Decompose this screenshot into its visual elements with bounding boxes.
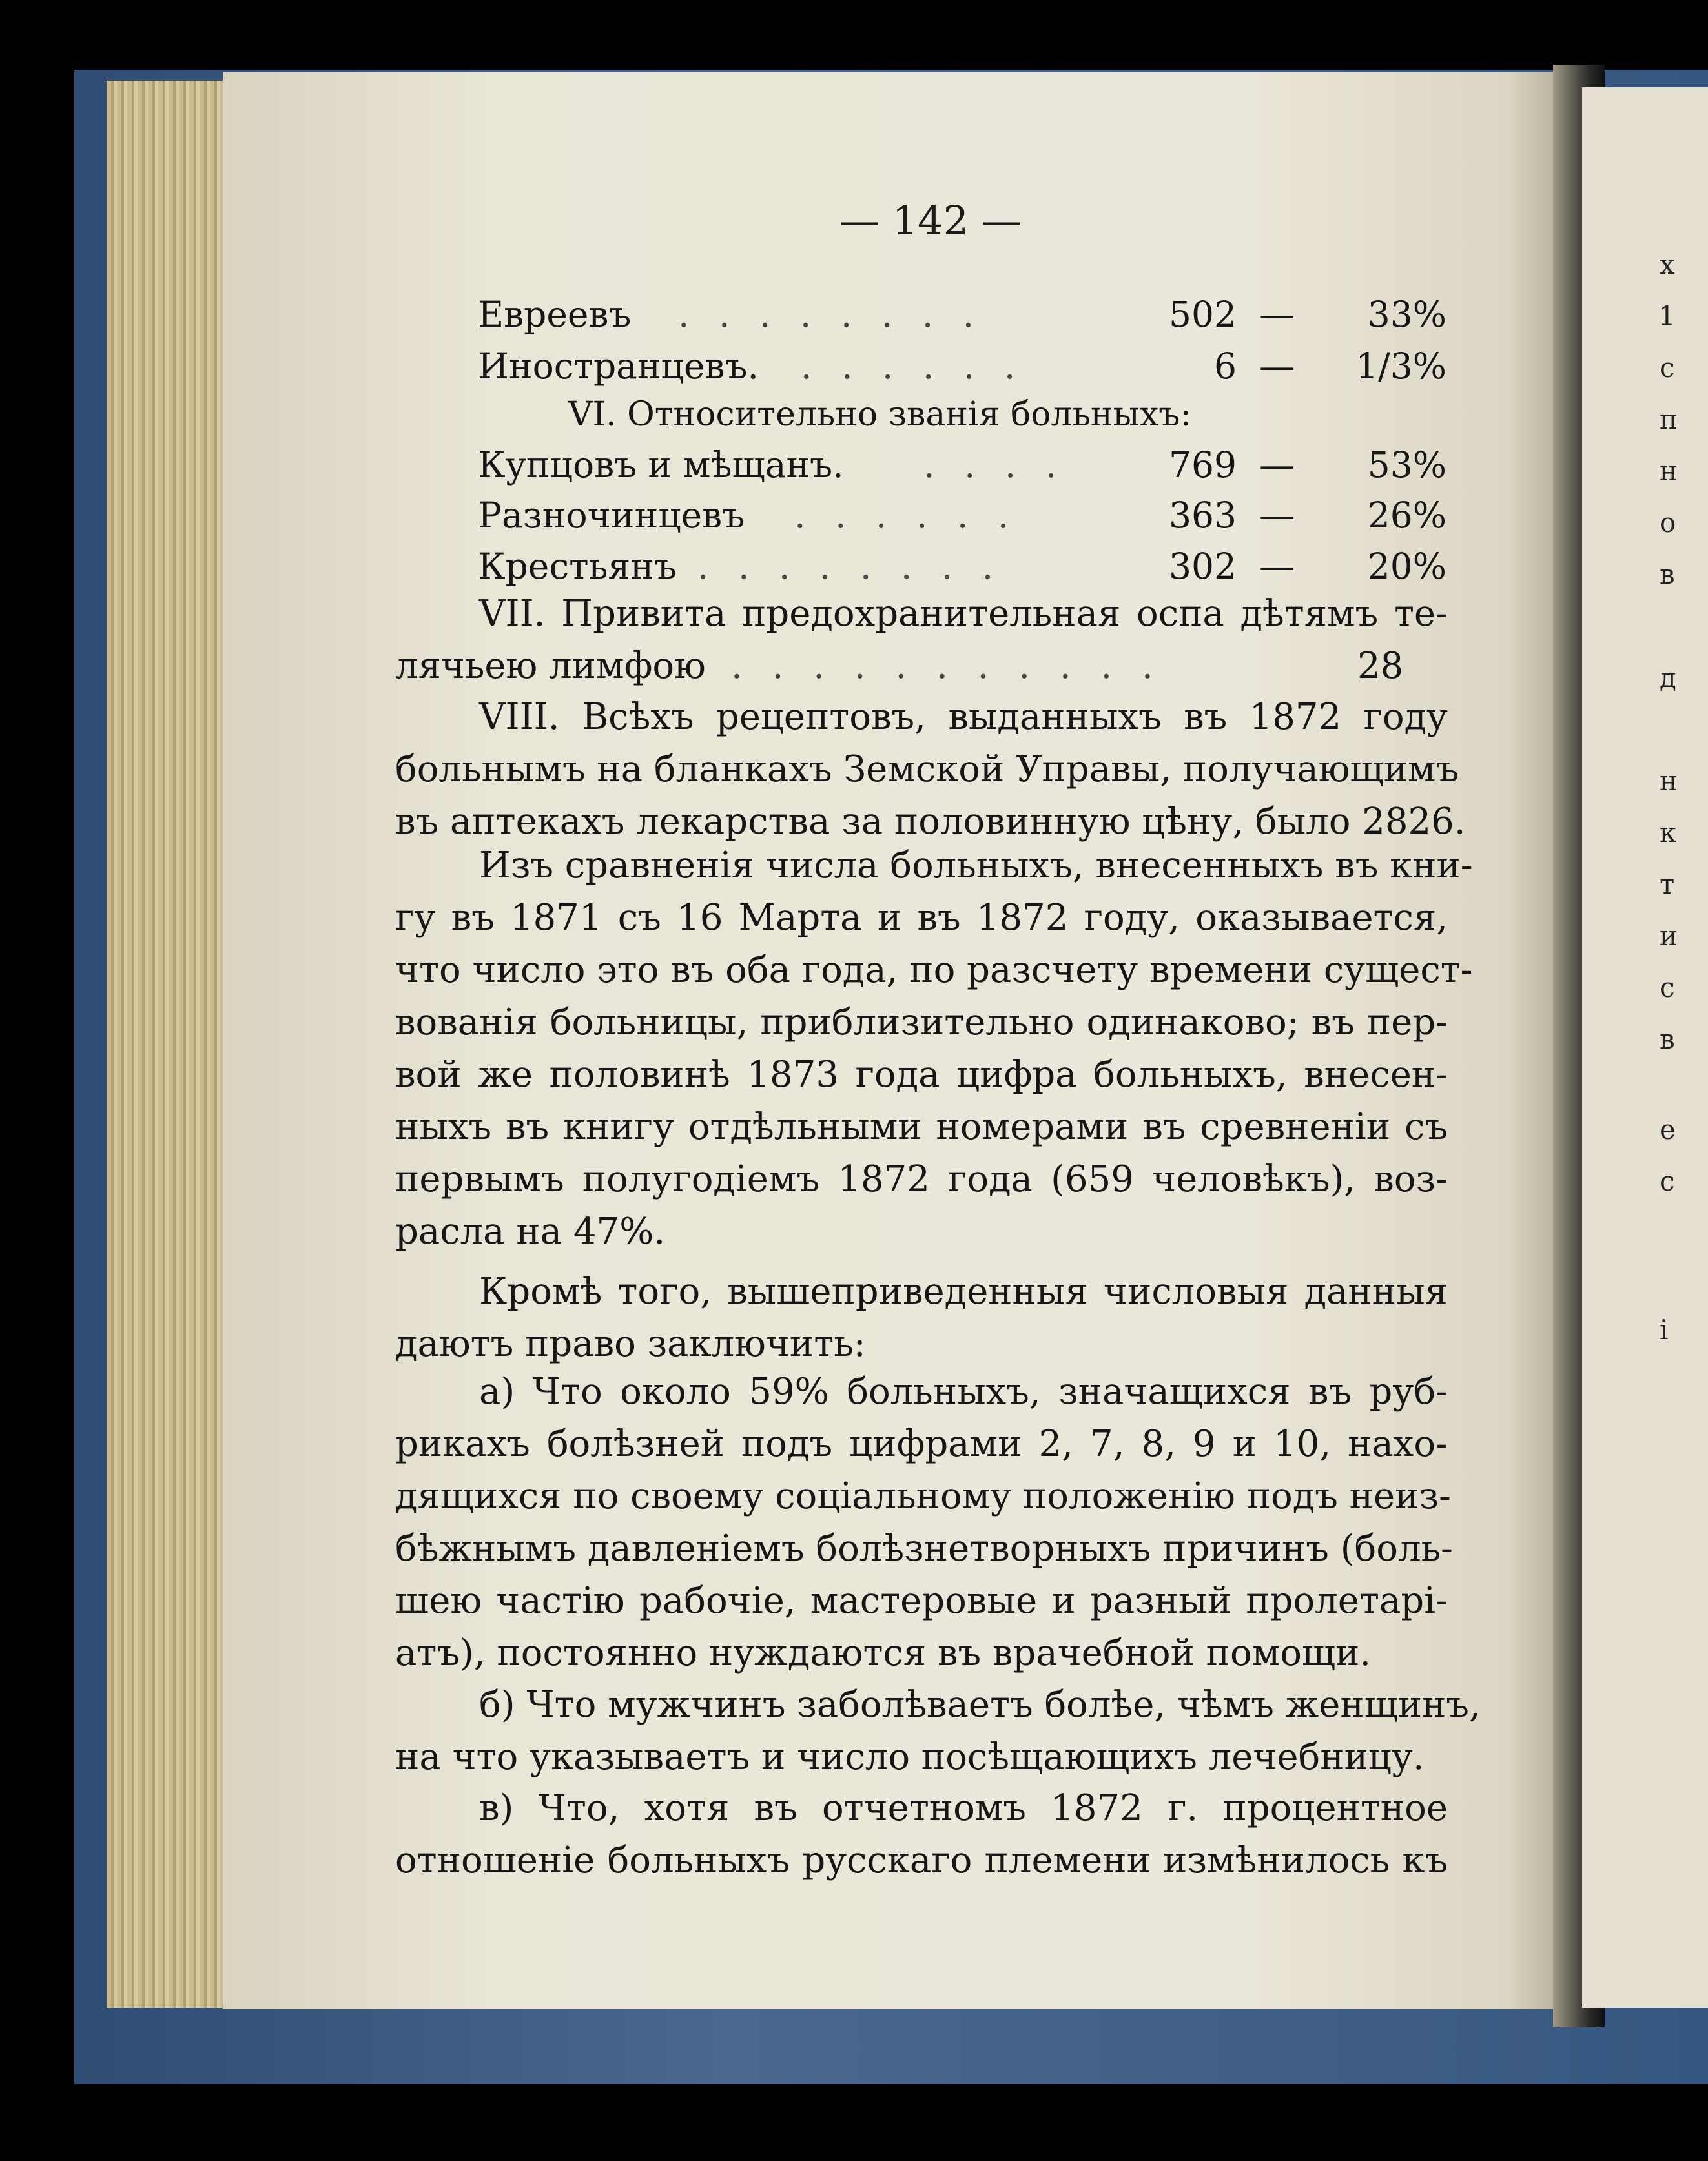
row-value: 302 (1169, 546, 1237, 587)
text-line: Кромѣ того, вышеприведенныя числовыя данныя (479, 1271, 1448, 1313)
next-page-fragment: с (1660, 1165, 1675, 1197)
row-percent: 53% (1367, 444, 1446, 486)
text-line: атъ), постоянно нуждаются въ врачебной помощи. (395, 1632, 1372, 1674)
dash: — (1259, 444, 1295, 486)
row-percent: 33% (1367, 294, 1446, 335)
text-line: VIII. Всѣхъ рецептовъ, выданныхъ въ 1872 году (479, 696, 1448, 738)
text-line: гу въ 1871 съ 16 Марта и въ 1872 году, оказывается, (395, 897, 1448, 939)
leader-dots: . . . . . . (801, 345, 1025, 387)
next-page-fragment: н (1660, 455, 1678, 487)
page-edges (107, 81, 229, 2008)
text-line: в) Что, хотя въ отчетномъ 1872 г. процентное (479, 1787, 1448, 1829)
section-7-value: 28 (1357, 645, 1404, 687)
next-page-fragment: 1 (1658, 300, 1676, 332)
text-line: рикахъ болѣзней подъ цифрами 2, 7, 8, 9 и 10, нахо- (395, 1423, 1448, 1465)
text-line: Изъ сравненія числа больныхъ, внесенныхъ въ кни- (479, 845, 1473, 886)
text-line: VII. Привита предохранительная оспа дѣтямъ те- (479, 593, 1448, 635)
next-page-fragment: д (1660, 662, 1676, 693)
row-percent: 20% (1367, 546, 1446, 587)
leader-dots: . . . . . . (794, 495, 1018, 536)
row-percent: 1/3% (1355, 345, 1446, 387)
table-row (478, 444, 1446, 489)
row-label: Иностранцевъ. (478, 345, 759, 387)
row-label: Купцовъ и мѣщанъ. (478, 444, 844, 486)
paragraph (395, 1782, 1448, 1887)
next-page-fragment: к (1660, 817, 1677, 848)
next-page-fragment: х (1660, 249, 1675, 280)
text-line: дящихся по своему соціальному положенію подъ неиз- (395, 1475, 1451, 1517)
paragraph (395, 1679, 1481, 1783)
text-line: а) Что около 59% больныхъ, значащихся въ руб- (479, 1371, 1448, 1413)
text-line (395, 640, 1448, 692)
section-heading: VI. Относительно званія больныхъ: (568, 395, 1191, 434)
text-line: расла на 47%. (395, 1211, 666, 1253)
next-page-edge (1582, 87, 1708, 2008)
text-line-label: лячьею лимфою (395, 645, 706, 687)
leader-dots: . . . . . . . . . . . (731, 645, 1162, 687)
row-label: Крестьянъ (478, 546, 677, 587)
paragraph (395, 1366, 1453, 1679)
next-page-fragment: і (1660, 1314, 1669, 1346)
next-page-fragment: в (1660, 1023, 1675, 1055)
text-line: бѣжнымъ давленіемъ болѣзнетворныхъ причинъ (боль- (395, 1528, 1453, 1570)
text-line: на что указываетъ и число посѣщающихъ лечебницу. (395, 1736, 1425, 1778)
dash: — (1259, 495, 1295, 536)
text-line: б) Что мужчинъ заболѣваетъ болѣе, чѣмъ женщинъ, (479, 1684, 1481, 1726)
paragraph (395, 839, 1473, 1370)
next-page-fragment: н (1660, 765, 1678, 797)
paragraph (395, 691, 1466, 848)
next-page-fragment: е (1660, 1114, 1676, 1145)
row-label: Разночинцевъ (478, 495, 745, 536)
dash: — (1259, 345, 1295, 387)
text-line: больнымъ на бланкахъ Земской Управы, получающимъ (395, 748, 1459, 790)
next-page-fragment: о (1660, 507, 1676, 538)
text-line: даютъ право заключить: (395, 1323, 866, 1365)
dash: — (1259, 294, 1295, 335)
row-value: 6 (1214, 345, 1237, 387)
row-label: Евреевъ (478, 294, 632, 335)
text-line: ныхъ въ книгу отдѣльными номерами въ сревненіи съ (395, 1106, 1448, 1148)
table-row (478, 495, 1446, 540)
section-7 (395, 588, 1448, 692)
table-row (478, 546, 1446, 591)
page-number: — 142 — (839, 197, 1022, 244)
next-page-fragment: и (1660, 920, 1678, 952)
text-line: вованія больницы, приблизительно одинаково; въ пер- (395, 1001, 1448, 1043)
text-line: шею частію рабочіе, мастеровые и разный пролетарі- (395, 1580, 1448, 1622)
next-page-fragment: п (1660, 404, 1678, 435)
next-page-fragment: т (1660, 868, 1675, 900)
leader-dots: . . . . (923, 444, 1066, 486)
text-line: первымъ полугодіемъ 1872 года (659 человѣкъ), воз- (395, 1158, 1448, 1200)
row-value: 363 (1169, 495, 1237, 536)
row-value: 502 (1169, 294, 1237, 335)
text-line: въ аптекахъ лекарства за половинную цѣну, было 2826. (395, 801, 1466, 843)
leader-dots: . . . . . . . . (697, 546, 1003, 587)
text-line: что число это въ оба года, по разсчету времени сущест- (395, 949, 1473, 991)
next-page-fragment: с (1660, 972, 1675, 1003)
row-value: 769 (1169, 444, 1237, 486)
table-row (478, 345, 1446, 391)
row-percent: 26% (1367, 495, 1446, 536)
next-page-fragment: с (1660, 352, 1675, 384)
text-line: отношеніе больныхъ русскаго племени измѣнилось къ (395, 1839, 1448, 1881)
table-row (478, 294, 1446, 339)
text-line: вой же половинѣ 1873 года цифра больныхъ, внесен- (395, 1054, 1448, 1096)
leader-dots: . . . . . . . . (678, 294, 983, 335)
next-page-fragment: в (1660, 558, 1675, 590)
dash: — (1259, 546, 1295, 587)
